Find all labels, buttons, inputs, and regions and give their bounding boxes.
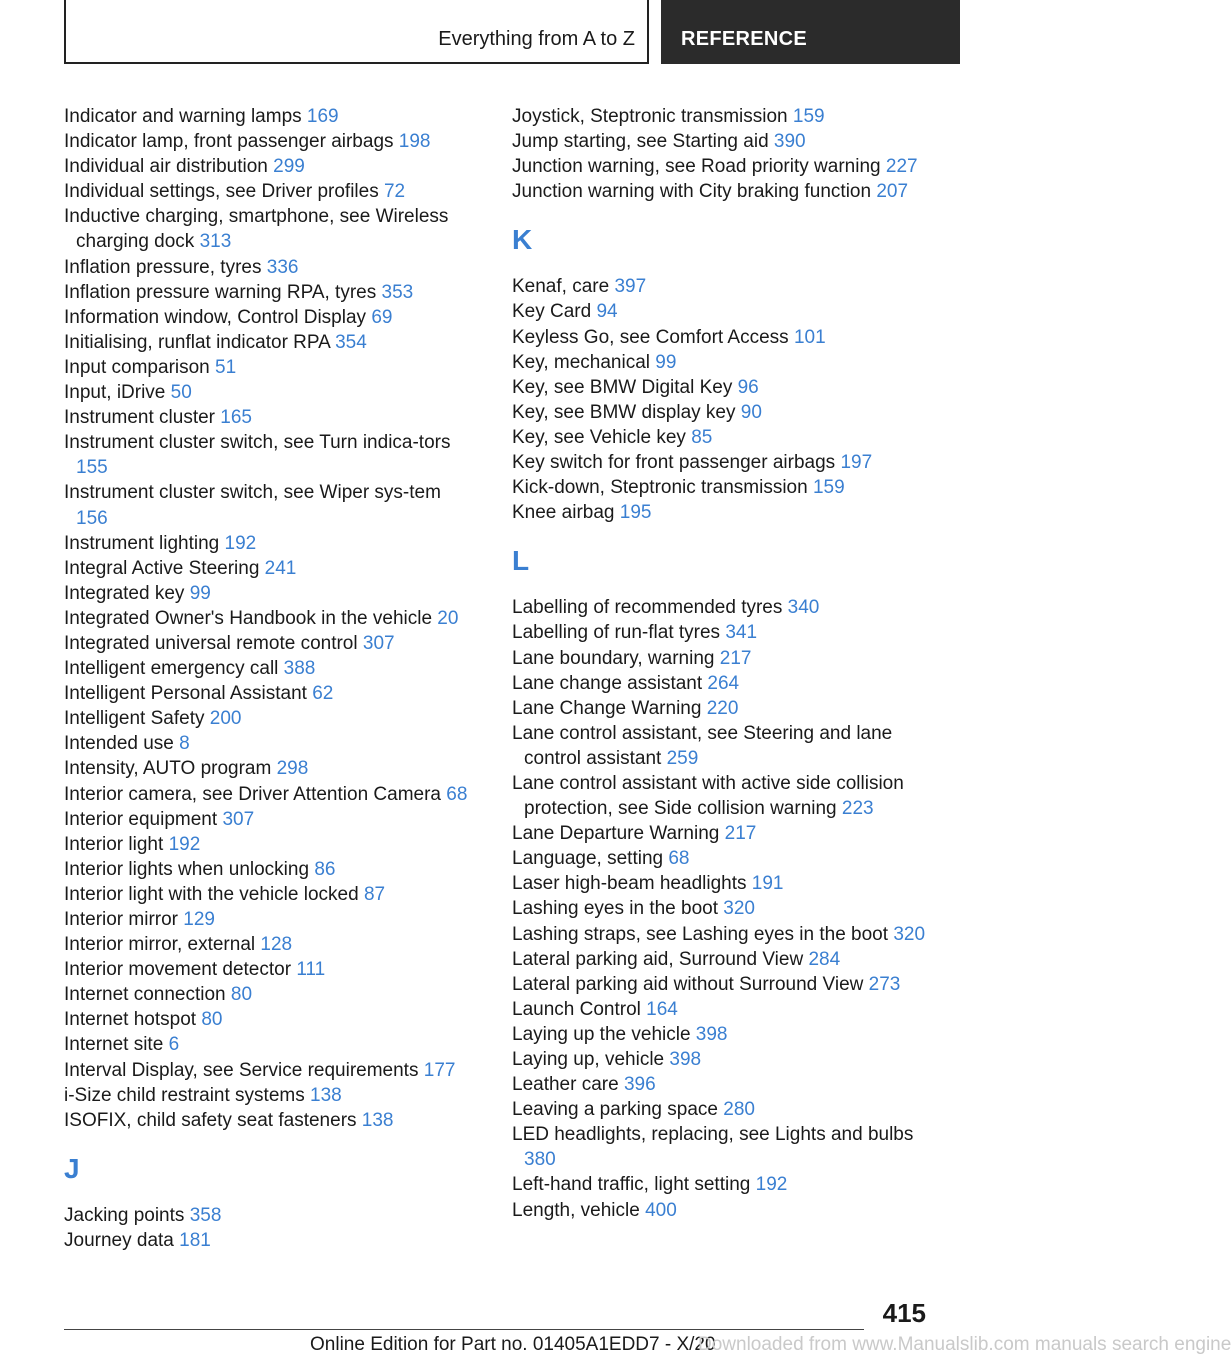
section-title: Everything from A to Z [438, 28, 635, 50]
page-reference-link[interactable]: 207 [876, 181, 909, 203]
index-entry [512, 179, 932, 204]
index-entry [64, 581, 474, 606]
index-entry [512, 821, 932, 846]
index-entry-text: ISOFIX, child safety seat fasteners [64, 1109, 357, 1131]
index-entry [512, 922, 932, 947]
page-reference-link[interactable]: 80 [230, 984, 253, 1006]
page-reference-link[interactable]: 336 [266, 256, 299, 278]
index-entry-text: Integrated universal remote control [64, 632, 358, 654]
index-entry [64, 631, 474, 656]
page-reference-link[interactable]: 200 [209, 708, 242, 730]
index-entry-text: Instrument cluster switch, see Turn indica-tors [64, 432, 451, 454]
index-entry [512, 500, 932, 525]
index-entry-text: Information window, Control Display [64, 306, 367, 328]
index-entry-text: Language, setting [512, 848, 664, 870]
index-entry [64, 932, 474, 957]
page-reference-link[interactable]: 264 [707, 672, 740, 694]
page-reference-link[interactable]: 341 [725, 622, 758, 644]
index-entry [512, 1097, 932, 1122]
index-entry-text: Key, see Vehicle key [512, 426, 686, 448]
index-entry-text: Length, vehicle [512, 1199, 640, 1221]
page-reference-link[interactable]: 165 [220, 407, 252, 429]
index-entry [64, 1058, 474, 1083]
page-reference-link[interactable]: 220 [706, 697, 739, 719]
page-reference-link[interactable]: 259 [666, 747, 699, 769]
index-entry-text: Input, iDrive [64, 382, 166, 404]
index-entry [512, 620, 932, 645]
index-entry [64, 330, 474, 355]
index-entry-text: Interior camera, see Driver Attention Camera [64, 783, 441, 805]
index-entry [64, 305, 474, 330]
index-column-left [64, 104, 474, 1253]
index-entry-text: Internet hotspot [64, 1009, 197, 1031]
index-entry [64, 756, 474, 781]
index-entry-text: Leaving a parking space [512, 1099, 718, 1121]
page-reference-link[interactable]: 156 [76, 507, 108, 529]
index-entry [512, 896, 932, 921]
index-entry [512, 325, 932, 350]
page-reference-link[interactable]: 227 [885, 156, 918, 178]
page-reference-link[interactable]: 177 [423, 1059, 456, 1081]
page-reference-link[interactable]: 181 [179, 1229, 211, 1251]
index-entry-text: Intelligent emergency call [64, 658, 279, 680]
page-reference-link[interactable]: 155 [76, 457, 108, 479]
index-entry [64, 807, 474, 832]
index-entry-text: Inflation pressure, tyres [64, 256, 262, 278]
index-entry [64, 430, 474, 480]
index-entry-text: Lane boundary, warning [512, 647, 715, 669]
index-entry [64, 606, 474, 631]
index-entry [512, 450, 932, 475]
index-entry [64, 782, 474, 807]
page-reference-link[interactable]: 51 [215, 356, 237, 378]
reference-tab-label: REFERENCE [681, 28, 808, 50]
page-reference-link[interactable]: 159 [792, 106, 825, 127]
index-entry [512, 104, 932, 129]
index-entry [512, 947, 932, 972]
page-reference-link[interactable]: 198 [398, 131, 431, 153]
index-entry [64, 857, 474, 882]
page-reference-link[interactable]: 313 [199, 231, 232, 253]
index-entry-text: Integrated Owner's Handbook in the vehicle [64, 607, 433, 629]
page-reference-link[interactable]: 68 [446, 783, 468, 805]
index-entry [512, 1172, 932, 1197]
index-entry [512, 997, 932, 1022]
index-entry-text: Instrument lighting [64, 532, 220, 554]
index-entry [64, 179, 474, 204]
index-entry-text: Junction warning, see Road priority warning [512, 156, 881, 178]
index-entry-text: Inductive charging, smartphone, see Wireless charging dock [64, 206, 449, 253]
index-entry [512, 721, 932, 771]
index-entry [512, 771, 932, 821]
page-reference-link[interactable]: 80 [201, 1009, 223, 1031]
page-reference-link[interactable]: 111 [296, 959, 326, 981]
index-entry [64, 1203, 474, 1228]
footer-divider [64, 1329, 864, 1330]
page-reference-link[interactable]: 223 [841, 798, 874, 820]
index-letter-heading: J [64, 1152, 80, 1184]
index-entry [512, 846, 932, 871]
index-column-right [512, 104, 932, 1223]
page-reference-link[interactable]: 69 [371, 306, 393, 328]
page-reference-link[interactable]: 192 [168, 833, 201, 855]
index-entry-text: Inflation pressure warning RPA, tyres [64, 281, 377, 303]
page-reference-link[interactable]: 358 [189, 1204, 222, 1226]
index-entry [512, 425, 932, 450]
index-entry-text: Launch Control [512, 998, 641, 1020]
page-reference-link[interactable]: 398 [695, 1023, 728, 1045]
index-entry-text: Instrument cluster switch, see Wiper sys-tem [64, 482, 441, 504]
index-entry [64, 681, 474, 706]
index-entry-text: Interior light with the vehicle locked [64, 883, 359, 905]
page-reference-link[interactable]: 138 [361, 1109, 394, 1131]
index-entry [512, 400, 932, 425]
page-reference-link[interactable]: 164 [646, 998, 678, 1020]
index-entry-text: Interior light [64, 833, 164, 855]
index-entry [64, 1228, 474, 1253]
index-entry [64, 154, 474, 179]
index-entry-text: Individual settings, see Driver profiles [64, 181, 379, 203]
page-reference-link[interactable]: 396 [623, 1074, 656, 1096]
index-entry [512, 1047, 932, 1072]
index-entry-text: Intelligent Safety [64, 708, 205, 730]
index-entry-text: Interior mirror, external [64, 934, 256, 956]
page-reference-link[interactable]: 298 [276, 758, 309, 780]
index-letter-heading: K [512, 224, 533, 256]
index-entry [512, 375, 932, 400]
index-entry [512, 1122, 932, 1172]
page-reference-link[interactable]: 99 [189, 582, 211, 604]
page-reference-link[interactable]: 280 [723, 1099, 755, 1121]
page-reference-link[interactable]: 397 [614, 276, 647, 298]
index-entry-text: Individual air distribution [64, 156, 268, 178]
index-entry [64, 1108, 474, 1133]
page-reference-link[interactable]: 192 [224, 532, 257, 554]
index-entry-text: Left-hand traffic, light setting [512, 1174, 751, 1196]
index-entry [64, 1007, 474, 1032]
page-reference-link[interactable]: 72 [383, 181, 406, 203]
page-reference-link[interactable]: 68 [668, 848, 690, 870]
page-reference-link[interactable]: 6 [168, 1034, 180, 1056]
page-reference-link[interactable]: 307 [362, 632, 395, 654]
page-number: 415 [882, 1298, 926, 1328]
index-entry-text: Laser high-beam headlights [512, 873, 747, 895]
index-entry [512, 154, 932, 179]
index-entry [64, 104, 474, 129]
section-header-box [64, 0, 649, 64]
index-entry-text: Lane control assistant, see Steering and lane control assistant [512, 722, 893, 769]
index-entry-text: Internet site [64, 1034, 164, 1056]
index-entry-text: Key, see BMW display key [512, 401, 736, 423]
page-reference-link[interactable]: 273 [868, 973, 901, 995]
page-reference-link[interactable]: 159 [812, 477, 845, 499]
reference-tab [661, 0, 960, 64]
index-entry [64, 255, 474, 280]
index-entry-text: Interval Display, see Service requirements [64, 1059, 419, 1081]
page-reference-link[interactable]: 50 [170, 382, 192, 404]
page-reference-link[interactable]: 169 [306, 106, 339, 127]
index-entry [64, 882, 474, 907]
index-entry [64, 204, 474, 254]
page-reference-link[interactable]: 129 [183, 909, 215, 930]
index-entry-text: Keyless Go, see Comfort Access [512, 326, 789, 348]
index-entry [512, 299, 932, 324]
index-entry [64, 907, 474, 932]
index-entry-text: Lashing straps, see Lashing eyes in the boot [512, 923, 889, 945]
page-reference-link[interactable]: 241 [264, 557, 297, 579]
index-entry-text: Jacking points [64, 1204, 185, 1226]
index-entry-text: Jump starting, see Starting aid [512, 131, 769, 153]
page-reference-link[interactable]: 354 [335, 331, 367, 353]
page-reference-link[interactable]: 192 [755, 1174, 788, 1196]
index-entry-text: Joystick, Steptronic transmission [512, 106, 788, 127]
index-entry [64, 355, 474, 380]
index-entry-text: Input comparison [64, 356, 210, 378]
index-entry [512, 350, 932, 375]
index-entry [512, 972, 932, 997]
index-entry-text: Lane change assistant [512, 672, 703, 694]
index-entry-text: Initialising, runflat indicator RPA [64, 331, 330, 353]
index-entry [512, 475, 932, 500]
page-reference-link[interactable]: 85 [691, 426, 713, 448]
page-reference-link[interactable]: 94 [596, 301, 618, 323]
index-entry [64, 656, 474, 681]
index-entry [64, 957, 474, 982]
index-entry-text: Integrated key [64, 582, 185, 604]
index-entry [512, 1022, 932, 1047]
index-entry-text: Lateral parking aid, Surround View [512, 948, 804, 970]
page-reference-link[interactable]: 398 [669, 1049, 702, 1070]
index-entry [64, 380, 474, 405]
index-entry-text: Laying up, vehicle [512, 1049, 665, 1070]
page-reference-link[interactable]: 20 [437, 607, 459, 629]
index-entry [512, 129, 932, 154]
index-entry-text: Laying up the vehicle [512, 1023, 691, 1045]
index-entry [64, 556, 474, 581]
page-reference-link[interactable]: 400 [645, 1199, 677, 1221]
index-entry-text: i-Size child restraint systems [64, 1084, 305, 1106]
index-entry-text: Key, see BMW Digital Key [512, 376, 733, 398]
index-entry-text: Kick-down, Steptronic transmission [512, 477, 808, 499]
page-reference-link[interactable]: 284 [808, 948, 841, 970]
index-entry [64, 731, 474, 756]
page-reference-link[interactable]: 86 [314, 858, 336, 880]
index-entry-text: Indicator lamp, front passenger airbags [64, 131, 394, 153]
page-reference-link[interactable]: 101 [793, 326, 826, 348]
page-reference-link[interactable]: 195 [619, 502, 652, 524]
index-entry-text: Intensity, AUTO program [64, 758, 272, 780]
index-entry [512, 274, 932, 299]
index-entry-text: Intelligent Personal Assistant [64, 683, 307, 705]
page-reference-link[interactable]: 320 [723, 898, 755, 920]
index-entry-text: Lane Departure Warning [512, 823, 720, 845]
index-entry-text: Interior mirror [64, 909, 179, 930]
page-reference-link[interactable]: 197 [840, 452, 873, 474]
index-entry-text: Interior movement detector [64, 959, 292, 981]
page-reference-link[interactable]: 87 [363, 883, 386, 905]
index-entry-text: Knee airbag [512, 502, 615, 524]
index-entry-text: Integral Active Steering [64, 557, 260, 579]
page-reference-link[interactable]: 99 [655, 351, 677, 373]
index-entry-text: Labelling of run-flat tyres [512, 622, 721, 644]
index-entry-text: Key switch for front passenger airbags [512, 452, 836, 474]
index-entry [64, 531, 474, 556]
page-reference-link[interactable]: 191 [751, 873, 784, 895]
index-entry [512, 1072, 932, 1097]
page-header [64, 0, 960, 66]
page-reference-link[interactable]: 217 [719, 647, 752, 669]
page-reference-link[interactable]: 96 [737, 376, 759, 398]
index-entry-text: Lane Change Warning [512, 697, 702, 719]
page-reference-link[interactable]: 90 [740, 401, 762, 423]
index-entry [512, 595, 932, 620]
index-entry [512, 1198, 932, 1223]
index-entry [64, 832, 474, 857]
index-entry-text: Lateral parking aid without Surround View [512, 973, 864, 995]
index-entry-text: Key Card [512, 301, 592, 323]
index-entry [64, 1083, 474, 1108]
page-reference-link[interactable]: 128 [260, 934, 293, 956]
index-entry [512, 696, 932, 721]
index-entry-text: LED headlights, replacing, see Lights and bulbs [512, 1124, 914, 1146]
page-reference-link[interactable]: 380 [524, 1149, 556, 1171]
index-entry-text: Interior equipment [64, 808, 218, 830]
index-entry [64, 480, 474, 530]
page-reference-link[interactable]: 390 [773, 131, 806, 153]
page-reference-link[interactable]: 353 [381, 281, 414, 303]
index-entry-text: Internet connection [64, 984, 226, 1006]
index-entry-text: Interior lights when unlocking [64, 858, 310, 880]
index-entry [512, 671, 932, 696]
page-reference-link[interactable]: 340 [787, 597, 820, 619]
index-entry [512, 646, 932, 671]
index-entry-text: Instrument cluster [64, 407, 215, 429]
index-entry [64, 405, 474, 430]
page-reference-link[interactable]: 388 [283, 658, 316, 680]
page-reference-link[interactable]: 307 [222, 808, 255, 830]
edition-note: Online Edition for Part no. 01405A1EDD7 - X/20 [310, 1334, 716, 1355]
index-letter-heading: L [512, 545, 530, 577]
index-entry-text: Journey data [64, 1229, 174, 1251]
index-entry-text: Junction warning with City braking function [512, 181, 872, 203]
index-entry-text: Labelling of recommended tyres [512, 597, 783, 619]
page-reference-link[interactable]: 299 [273, 156, 305, 178]
index-entry [64, 1032, 474, 1057]
page-reference-link[interactable]: 138 [310, 1084, 342, 1106]
index-entry-text: Leather care [512, 1074, 619, 1096]
page-reference-link[interactable]: 8 [179, 733, 190, 755]
index-entry [64, 706, 474, 731]
index-entry-text: Intended use [64, 733, 174, 755]
page-reference-link[interactable]: 62 [312, 683, 334, 705]
page-reference-link[interactable]: 217 [724, 823, 757, 845]
index-entry [64, 129, 474, 154]
index-entry-text: Kenaf, care [512, 276, 610, 298]
index-entry [64, 982, 474, 1007]
index-entry-text: Lashing eyes in the boot [512, 898, 718, 920]
index-entry [64, 280, 474, 305]
page-reference-link[interactable]: 320 [893, 923, 926, 945]
index-entry-text: Key, mechanical [512, 351, 650, 373]
index-entry-text: Indicator and warning lamps [64, 106, 302, 127]
watermark: Downloaded from www.Manualslib.com manuals search engine [698, 1334, 1231, 1355]
index-entry-text: Lane control assistant with active side collision protection, see Side collision warning [512, 772, 904, 820]
index-entry [512, 871, 932, 896]
